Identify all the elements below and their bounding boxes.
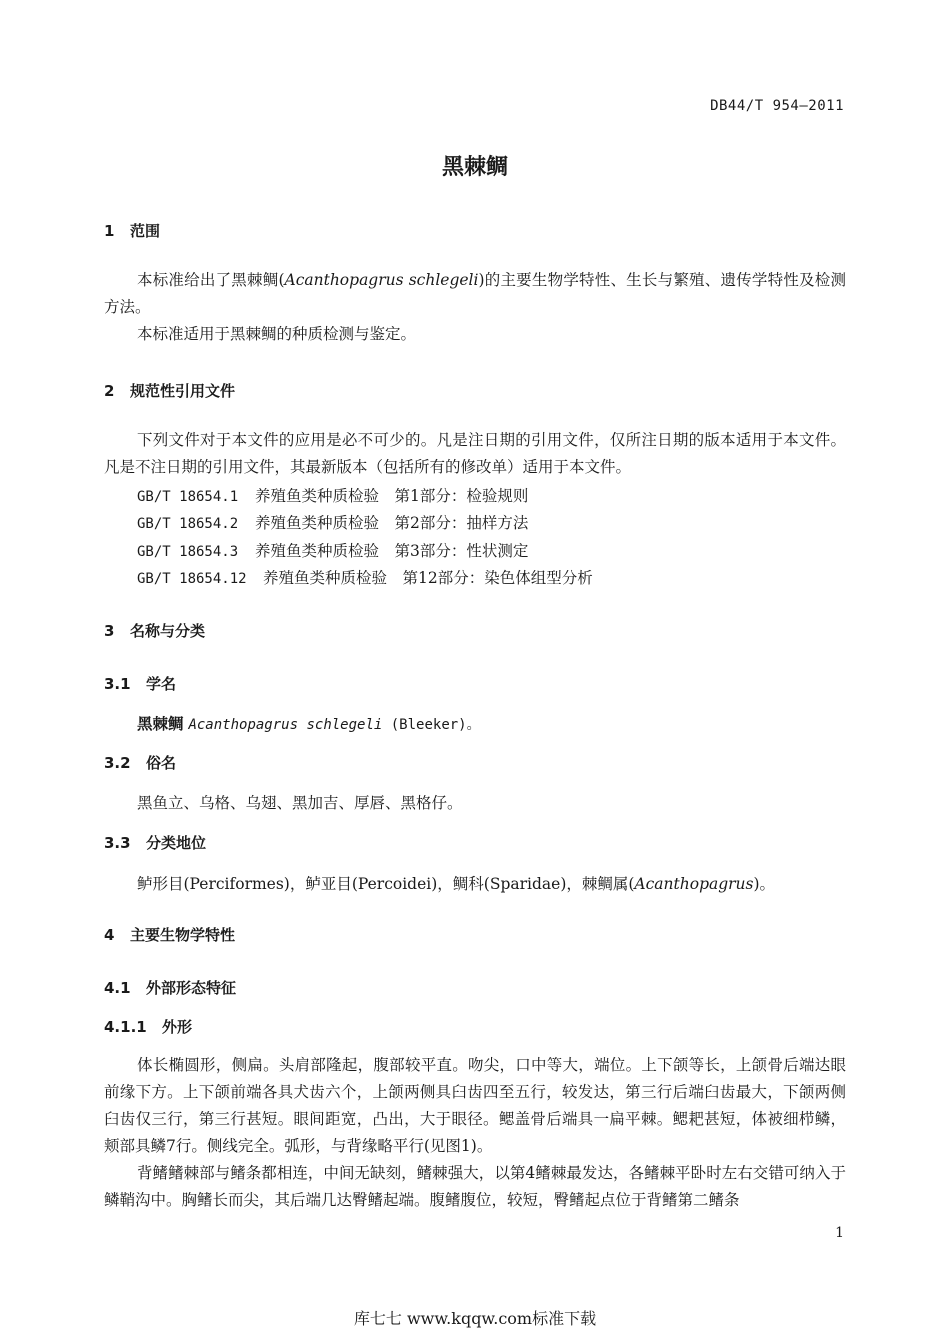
paragraph: 体长椭圆形，侧扁。头肩部隆起，腹部较平直。吻尖，口中等大，端位。上下颌等长，上颌骨后端达眼前缘下方。上下颌前端各具犬齿六个，上颌两侧具臼齿四至五行，较发达，第三行后端臼齿最大，下颌两侧臼齿仅三行，第三行甚短。眼间距宽，凸出，大于眼径。鳃盖骨后端具一扁平棘。鳃耙甚短，体被细栉鳞，颊部具鳞7行。侧线完全。弧形，与背缘略平行(见图1)。 — [104, 1056, 846, 1155]
paragraph: 下列文件对于本文件的应用是必不可少的。凡是注日期的引用文件，仅所注日期的版本适用于本文件。凡是不注日期的引用文件，其最新版本（包括所有的修改单）适用于本文件。 — [104, 431, 846, 476]
reference-title: 养殖鱼类种质检验 第3部分：性状测定 — [255, 542, 529, 560]
section-title: 主要生物学特性 — [130, 926, 236, 944]
paragraph: 本标准适用于黑棘鲷的种质检测与鉴定。 — [137, 325, 417, 343]
section-number: 1 — [104, 222, 115, 240]
section-title: 范围 — [130, 222, 161, 240]
common-names: 黑鱼立、乌格、乌翅、黑加吉、厚唇、黑格仔。 — [137, 794, 463, 812]
section-number: 3.3 — [104, 834, 131, 852]
section-title: 外部形态特征 — [146, 979, 237, 997]
section-number: 4.1.1 — [104, 1018, 147, 1036]
section-number: 3.1 — [104, 675, 131, 693]
text-run: )。 — [753, 875, 776, 893]
section-title: 名称与分类 — [130, 622, 206, 640]
reference-item — [137, 539, 528, 561]
section-number: 2 — [104, 382, 115, 400]
section-title: 外形 — [162, 1018, 193, 1036]
section-1-body — [104, 267, 846, 348]
section-number: 4 — [104, 926, 115, 944]
section-4-1-1-body — [104, 1052, 846, 1214]
paragraph: 背鳍鳍棘部与鳍条都相连，中间无缺刻，鳍棘强大，以第4鳍棘最发达，各鳍棘平卧时左右交错可纳入于鳞鞘沟中。胸鳍长而尖，其后端几达臀鳍起端。腹鳍腹位，较短，臀鳍起点位于背鳍第二鳍条 — [104, 1164, 846, 1209]
chinese-name: 黑棘鲷 — [137, 715, 184, 733]
section-4-1-1-heading — [104, 1016, 192, 1037]
page-title: 黑棘鲷 — [441, 155, 508, 180]
latin-name: Acanthopagrus schlegeli — [188, 717, 383, 733]
section-3-3-heading — [104, 832, 206, 853]
scientific-name-line — [137, 712, 481, 734]
reference-title: 养殖鱼类种质检验 第12部分：染色体组型分析 — [263, 569, 593, 587]
section-4-heading — [104, 924, 235, 945]
section-title: 俗名 — [146, 754, 177, 772]
reference-title: 养殖鱼类种质检验 第2部分：抽样方法 — [255, 514, 529, 532]
reference-item — [137, 566, 593, 588]
section-title: 分类地位 — [146, 834, 207, 852]
section-3-heading — [104, 620, 205, 641]
reference-code: GB/T 18654.2 — [137, 516, 239, 532]
reference-item — [137, 484, 528, 506]
reference-title: 养殖鱼类种质检验 第1部分：检验规则 — [255, 487, 529, 505]
section-2-heading — [104, 380, 235, 401]
section-2-body — [104, 427, 846, 481]
section-title: 规范性引用文件 — [130, 382, 236, 400]
section-title: 学名 — [146, 675, 177, 693]
text-run: 本标准给出了黑棘鲷( — [137, 271, 285, 289]
standard-code: DB44/T 954—2011 — [710, 98, 844, 114]
author-name: (Bleeker)。 — [382, 717, 481, 733]
reference-item — [137, 511, 528, 533]
reference-code: GB/T 18654.12 — [137, 571, 247, 587]
section-number: 3.2 — [104, 754, 131, 772]
page-number: 1 — [835, 1225, 844, 1241]
section-1-heading — [104, 220, 160, 241]
latin-name: Acanthopagrus — [634, 875, 754, 893]
section-number: 3 — [104, 622, 115, 640]
paragraph — [104, 267, 846, 321]
text-run: 鲈形目(Perciformes)，鲈亚目(Percoidei)，鲷科(Sparidae)，棘鲷属( — [137, 875, 635, 893]
section-4-1-heading — [104, 977, 236, 998]
taxonomy-line — [137, 872, 775, 894]
section-3-2-heading — [104, 752, 176, 773]
reference-code: GB/T 18654.1 — [137, 489, 239, 505]
latin-name: Acanthopagrus schlegeli — [284, 271, 479, 289]
reference-code: GB/T 18654.3 — [137, 544, 239, 560]
text-run: )的主要生物学特性、生长与繁殖、遗传学特性及检测方法。 — [104, 271, 846, 316]
footer-watermark: 库七七 www.kqqw.com标准下载 — [353, 1309, 597, 1328]
section-number: 4.1 — [104, 979, 131, 997]
section-3-1-heading — [104, 673, 176, 694]
